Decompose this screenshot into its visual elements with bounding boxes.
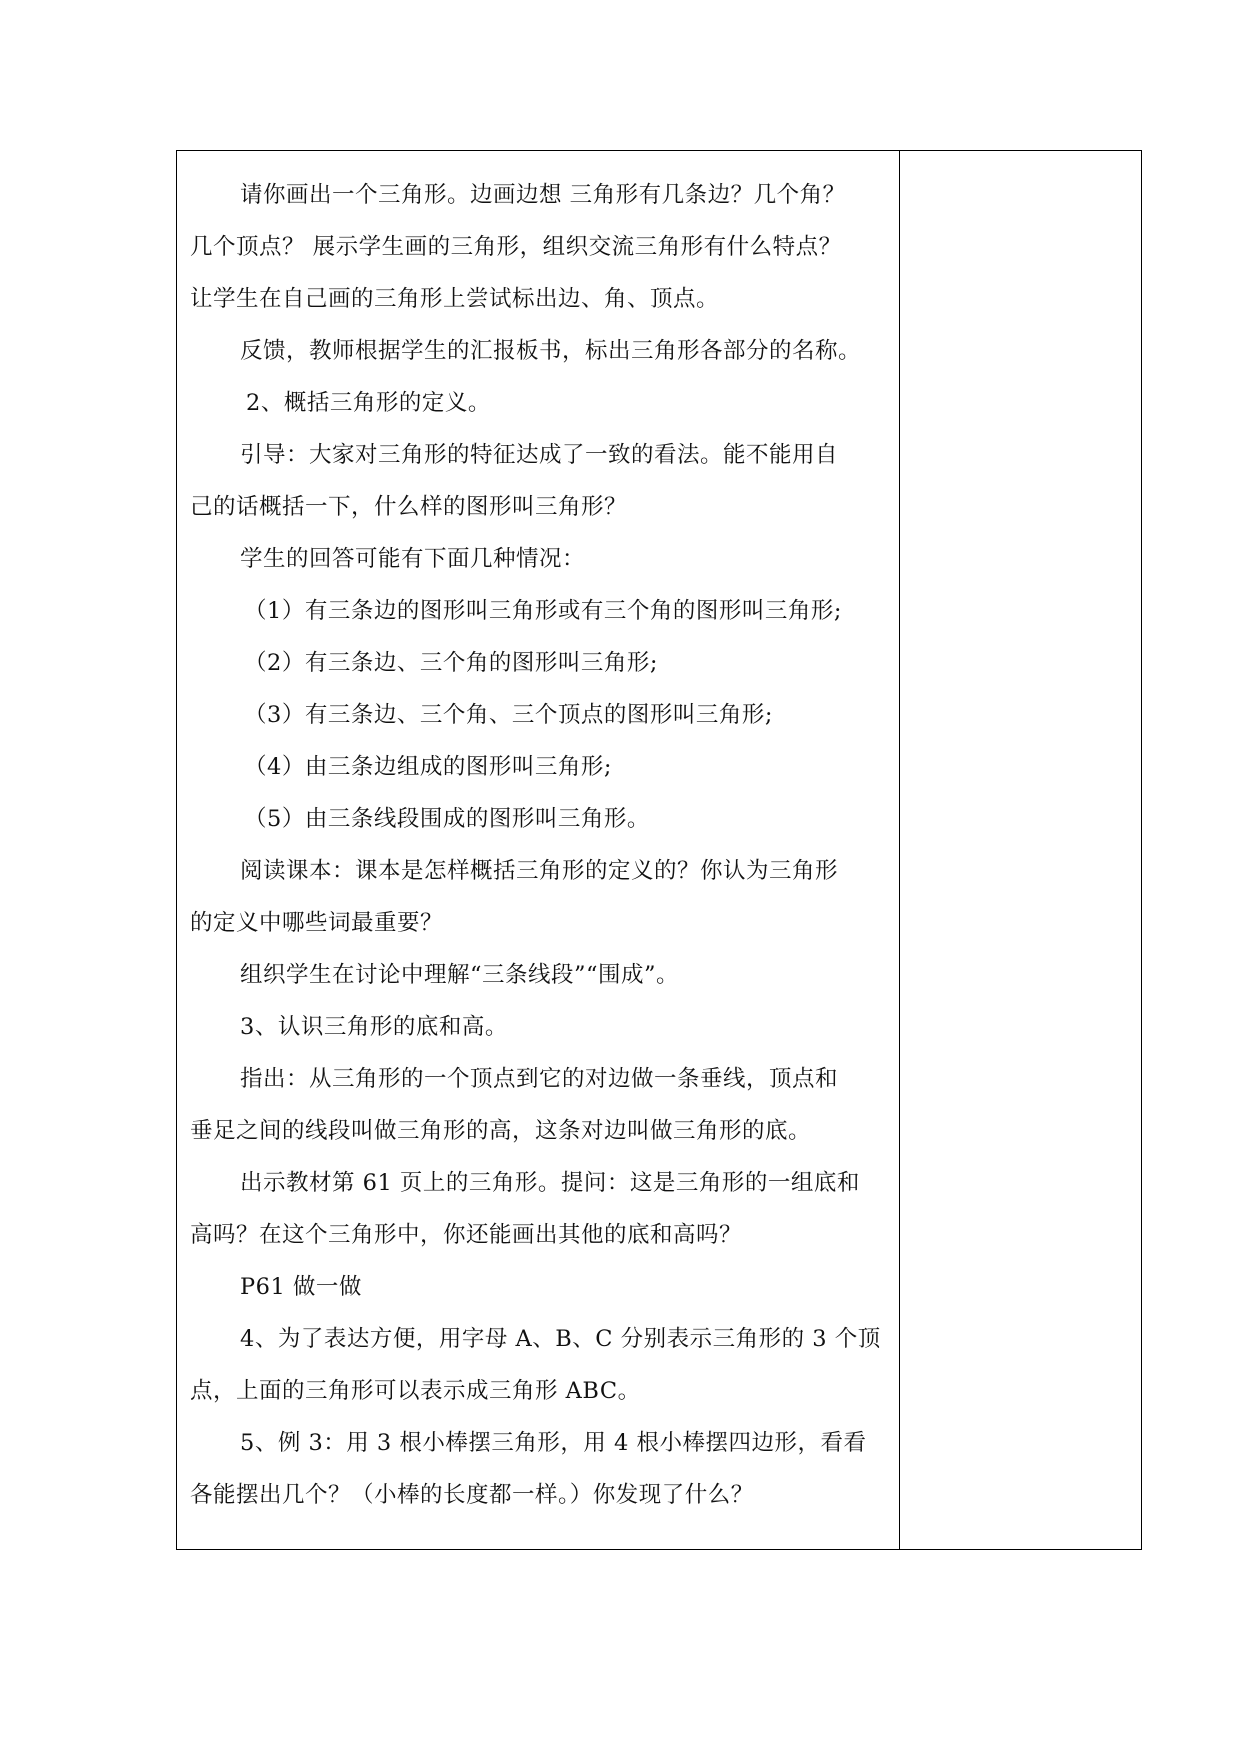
text-line: 指出：从三角形的一个顶点到它的对边做一条垂线，顶点和 — [240, 1066, 839, 1092]
section-heading: 3、认识三角形的底和高。 — [240, 1014, 508, 1040]
text-line: 反馈，教师根据学生的汇报板书，标出三角形各部分的名称。 — [240, 338, 862, 364]
text-line: 请你画出一个三角形。边画边想 三角形有几条边？几个角？ — [240, 182, 846, 208]
list-item: （4）由三条边组成的图形叫三角形; — [244, 754, 612, 780]
text-line: 己的话概括一下，什么样的图形叫三角形？ — [190, 494, 628, 520]
text-line: 5、例 3：用 3 根小棒摆三角形，用 4 根小棒摆四边形，看看 — [240, 1430, 867, 1456]
text-line: 点，上面的三角形可以表示成三角形 ABC。 — [190, 1378, 641, 1404]
text-line: 垂足之间的线段叫做三角形的高，这条对边叫做三角形的底。 — [190, 1118, 812, 1144]
list-item: （3）有三条边、三个角、三个顶点的图形叫三角形; — [244, 702, 773, 728]
list-item: （5）由三条线段围成的图形叫三角形。 — [244, 806, 650, 832]
text-line: 各能摆出几个？（小棒的长度都一样。）你发现了什么？ — [190, 1482, 754, 1508]
list-item: （2）有三条边、三个角的图形叫三角形; — [244, 650, 658, 676]
list-item: （1）有三条边的图形叫三角形或有三个角的图形叫三角形; — [244, 598, 842, 624]
lesson-content — [190, 169, 890, 1521]
text-line: P61 做一做 — [240, 1274, 362, 1300]
column-divider — [899, 151, 900, 1549]
text-line: 高吗？在这个三角形中，你还能画出其他的底和高吗？ — [190, 1222, 743, 1248]
text-line: 4、为了表达方便，用字母 A、B、C 分别表示三角形的 3 个顶 — [240, 1326, 881, 1352]
text-line: 阅读课本：课本是怎样概括三角形的定义的？你认为三角形 — [240, 858, 839, 884]
text-line: 学生的回答可能有下面几种情况： — [240, 546, 586, 572]
text-line: 出示教材第 61 页上的三角形。提问：这是三角形的一组底和 — [240, 1170, 860, 1196]
section-heading: 2、概括三角形的定义。 — [246, 390, 491, 416]
lesson-table — [176, 150, 1142, 1550]
text-line: 组织学生在讨论中理解“三条线段”“围成”。 — [240, 962, 680, 988]
text-line: 几个顶点？ 展示学生画的三角形，组织交流三角形有什么特点？ — [190, 234, 842, 260]
text-line: 让学生在自己画的三角形上尝试标出边、角、顶点。 — [190, 286, 720, 312]
text-line: 的定义中哪些词最重要？ — [190, 910, 444, 936]
text-line: 引导：大家对三角形的特征达成了一致的看法。能不能用自 — [240, 442, 839, 468]
